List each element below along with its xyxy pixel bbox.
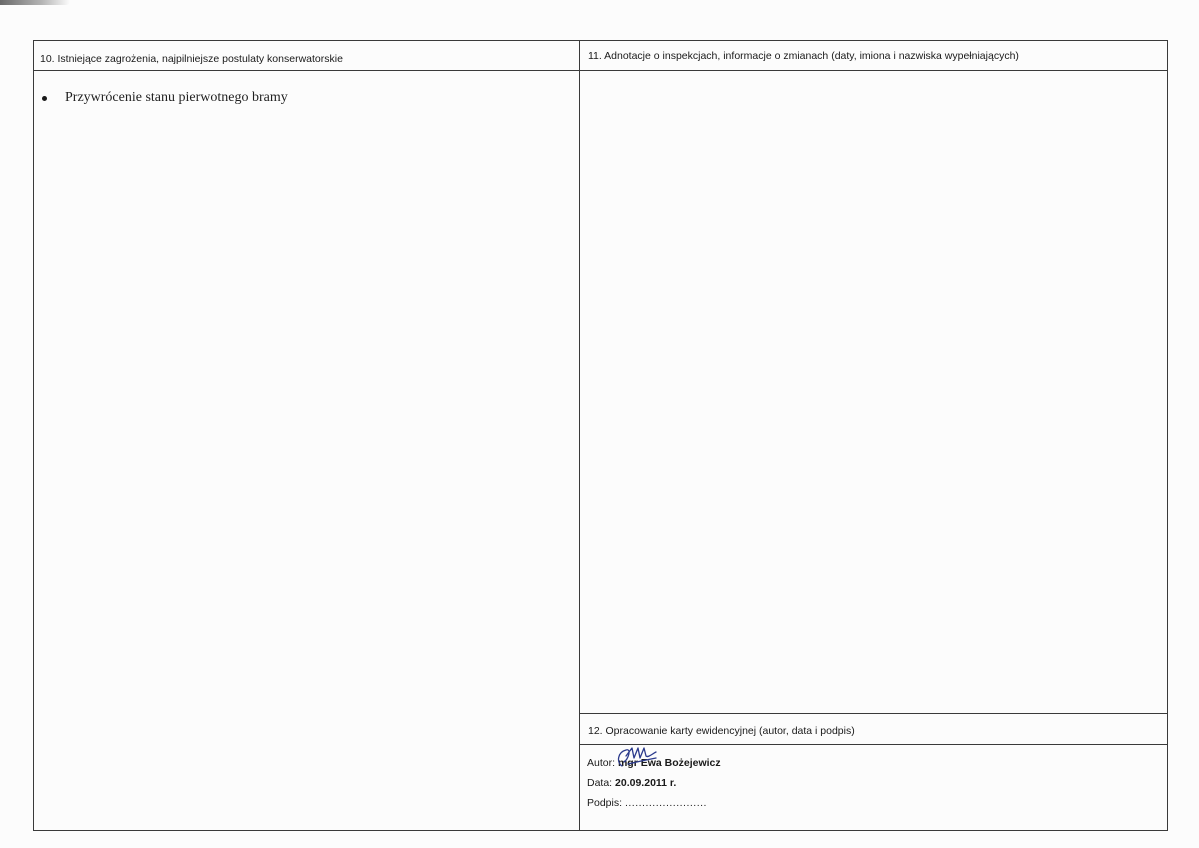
author-value: mgr Ewa Bożejewicz [617, 757, 721, 769]
date-value: 20.09.2011 r. [615, 777, 677, 789]
signature-label: Podpis: [587, 797, 623, 809]
handwritten-signature [608, 740, 658, 770]
bullet-icon [42, 96, 47, 101]
section-11-header: 11. Adnotacje o inspekcjach, informacje o zmianach (daty, imiona i nazwiska wypełniających) [588, 50, 1019, 62]
section-10-header: 10. Istniejące zagrożenia, najpilniejsze postulaty konserwatorskie [40, 53, 343, 65]
section-12-top-divider [579, 713, 1167, 714]
author-label: Autor: [587, 757, 616, 769]
signature-line [587, 796, 707, 810]
date-line [587, 776, 676, 790]
header-row-divider [34, 70, 1167, 71]
section-12-header: 12. Opracowanie karty ewidencyjnej (autor, data i podpis) [588, 725, 855, 737]
record-card-sheet [33, 40, 1168, 831]
signature-dots: ........................ [624, 797, 707, 809]
date-label: Data: [587, 777, 613, 789]
column-divider [579, 41, 580, 830]
list-item-text: Przywrócenie stanu pierwotnego bramy [65, 90, 288, 105]
list-item [40, 90, 288, 106]
scan-edge-mark [0, 0, 70, 5]
section-12-header-divider [579, 744, 1167, 745]
